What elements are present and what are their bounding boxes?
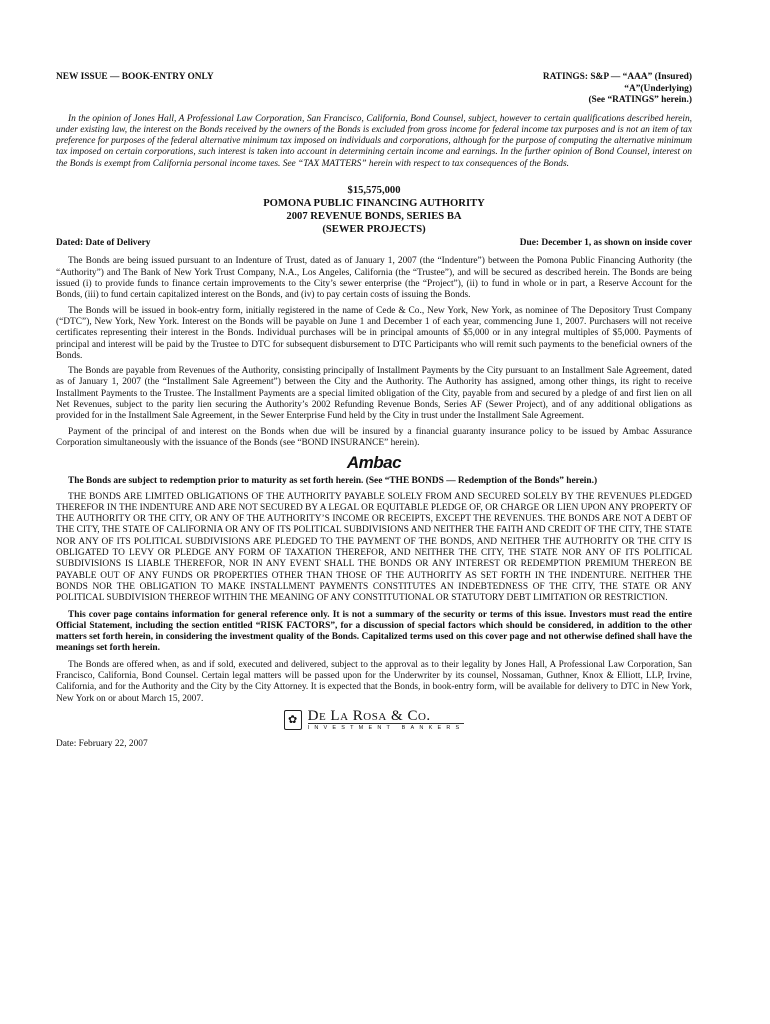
dated-due-row <box>56 238 692 250</box>
rating-insured: RATINGS: S&P — “AAA” (Insured) <box>542 72 692 82</box>
bond-amount: $15,575,000 <box>347 184 401 196</box>
rose-emblem-icon: ✿ <box>284 710 302 730</box>
title-block <box>56 184 692 236</box>
paragraph-insurance: Payment of the principal of and interest on the Bonds when due will be insured by a financial guaranty insurance policy to be issued by Ambac Assurance Corporation simultaneously with the issuance of the Bonds (see “BOND INSURANCE” herein). <box>56 426 692 448</box>
document-date: Date: February 22, 2007 <box>56 738 148 749</box>
tax-opinion: In the opinion of Jones Hall, A Professional Law Corporation, San Francisco, California, Bond Counsel, subject, however to certain qualifications described herein, under existing law, the interest on the Bonds received by the owners of the Bonds is excluded from gross income for federal income tax purposes and is not an item of tax preference for purposes of the federal alternative minimum tax imposed on individuals and corporations, although for the purpose of computing the alternative minimum tax imposed on certain corporations, such interest is taken into account in determining certain income and earnings. In the further opinion of Bond Counsel, interest on the Bonds is exempt from California personal income taxes. See “TAX MATTERS” herein with respect to tax consequences of the Bonds. <box>56 113 692 169</box>
underwriter-tagline: INVESTMENT BANKERS <box>307 724 465 731</box>
issue-type: NEW ISSUE — BOOK-ENTRY ONLY <box>56 72 214 82</box>
paragraph-purpose: The Bonds are being issued pursuant to an Indenture of Trust, dated as of January 1, 2007 (the “Indenture”) between the Pomona Public Financing Authority (the “Authority”) and The Bank of New York Trust Company, N.A., Los Angeles, California (the “Trustee”), and will be secured as described herein. The Bonds are being issued (i) to provide funds to finance certain improvements to the City’s sewer enterprise (the “Project”), (ii) to fund in whole or in part, a Reserve Account for the Bonds, (iii) to fund certain capitalized interest on the Bonds, and (iv) to pay certain costs of issuing the Bonds. <box>56 256 692 301</box>
header-row <box>56 72 692 107</box>
ambac-logo: Ambac <box>346 453 402 473</box>
due-date: Due: December 1, as shown on inside cover <box>519 237 692 248</box>
issuer-name: POMONA PUBLIC FINANCING AUTHORITY <box>263 197 485 209</box>
project-name: (SEWER PROJECTS) <box>322 223 426 235</box>
paragraph-redemption: The Bonds are subject to redemption prior to maturity as set forth herein. (See “THE BONDS — Redemption of the Bonds” herein.) <box>68 476 598 487</box>
underwriter-name: De La Rosa & Co. <box>307 707 431 724</box>
dated-date: Dated: Date of Delivery <box>56 237 151 248</box>
paragraph-security: The Bonds are payable from Revenues of the Authority, consisting principally of Installment Payments by the City pursuant to an Installment Sale Agreement, dated as of January 1, 2007 (the “Installment Sale Agreement”) between the City and the Authority. The Authority has assigned, among other things, its right to receive Installment Payments to the Trustee. The Installment Payments are a special limited obligation of the City, payable from and secured by a pledge of and first lien on all Net Revenues, subject to the parity lien securing the Authority’s 2002 Refunding Revenue Bonds, Series AF (Sewer Project), and of any additional obligations as provided for in the Installment Sale Agreement, in the Sewer Enterprise Fund held by the City in trust under the Installment Sale Agreement. <box>56 366 692 422</box>
paragraph-limited-obligations: THE BONDS ARE LIMITED OBLIGATIONS OF THE AUTHORITY PAYABLE SOLELY FROM AND SECURED SOLELY BY THE REVENUES PLEDGED THEREFOR IN THE INDENTURE AND ARE NOT SECURED BY A LEGAL OR EQUITABLE PLEDGE OF, OR CHARGE OR LIEN UPON ANY PROPERTY OF THE AUTHORITY OR THE CITY, OR ANY OF THE AUTHORITY’S INCOME OR RECEIPTS, EXCEPT THE REVENUES. THE BONDS ARE NOT A DEBT OF THE CITY, THE STATE OF CALIFORNIA OR ANY OF ITS POLITICAL SUBDIVISIONS AND NEITHER THE FAITH AND CREDIT OF THE CITY, THE STATE NOR ANY OF ITS POLITICAL SUBDIVISIONS ARE PLEDGED TO THE PAYMENT OF THE BONDS, AND NEITHER THE AUTHORITY OR THE CITY IS OBLIGATED TO LEVY OR PLEDGE ANY FORM OF TAXATION THEREFOR, AND NEITHER THE CITY, THE STATE NOR ANY OF ITS POLITICAL SUBDIVISIONS IS LIABLE THEREFOR, NOR IN ANY EVENT SHALL THE BONDS OR ANY INTEREST OR REDEMPTION PREMIUM THEREON BE PAYABLE OUT OF ANY FUNDS OR PROPERTIES OTHER THAN THOSE OF THE AUTHORITY AS SET FORTH IN THE INDENTURE. NEITHER THE BONDS NOR THE OBLIGATION TO MAKE INSTALLMENT PAYMENTS CONSTITUTES AN INDEBTEDNESS OF THE CITY, THE STATE OR ANY POLITICAL SUBDIVISION THEREOF WITHIN THE MEANING OF ANY CONSTITUTIONAL OR STATUTORY DEBT LIMITATION OR RESTRICTION. <box>56 491 692 604</box>
ratings-block <box>543 72 692 107</box>
bond-series: 2007 REVENUE BONDS, SERIES BA <box>286 210 462 222</box>
document-page <box>56 72 692 749</box>
rating-underlying: “A”(Underlying) <box>624 83 692 94</box>
underwriter-logo <box>56 709 692 731</box>
rating-reference: (See “RATINGS” herein.) <box>588 95 692 105</box>
paragraph-cover-notice: This cover page contains information for general reference only. It is not a summary of the security or terms of this issue. Investors must read the entire Official Statement, including the section entitled “RISK FACTORS”, for a discussion of special factors which should be considered, in addition to the other matters set forth herein, in considering the investment quality of the Bonds. Capitalized terms used on this cover page and not otherwise defined shall have the meanings set forth herein. <box>56 609 692 654</box>
paragraph-book-entry: The Bonds will be issued in book-entry form, initially registered in the name of Cede & Co., New York, New York, as nominee of The Depository Trust Company (“DTC”), New York, New York. Interest on the Bonds will be payable on June 1 and December 1 of each year, commencing June 1, 2007. Purchasers will not receive certificates representing their interest in the Bonds. Individual purchases will be in principal amounts of $5,000 or in any integral multiples of $5,000. Payments of principal and interest will be paid by the Trustee to DTC for subsequent disbursement to DTC Participants who will remit such payments to the beneficial owners of the Bonds. <box>56 305 692 361</box>
paragraph-offering: The Bonds are offered when, as and if sold, executed and delivered, subject to the approval as to their legality by Jones Hall, A Professional Law Corporation, San Francisco, California, Bond Counsel. Certain legal matters will be passed upon for the Underwriter by its counsel, Nossaman, Guthner, Knox & Elliott, LLP, Irvine, California, and for the Authority and the City by the City Attorney. It is expected that the Bonds, in book-entry form, will be available for delivery to DTC in New York, New York on or about March 15, 2007. <box>56 659 692 704</box>
